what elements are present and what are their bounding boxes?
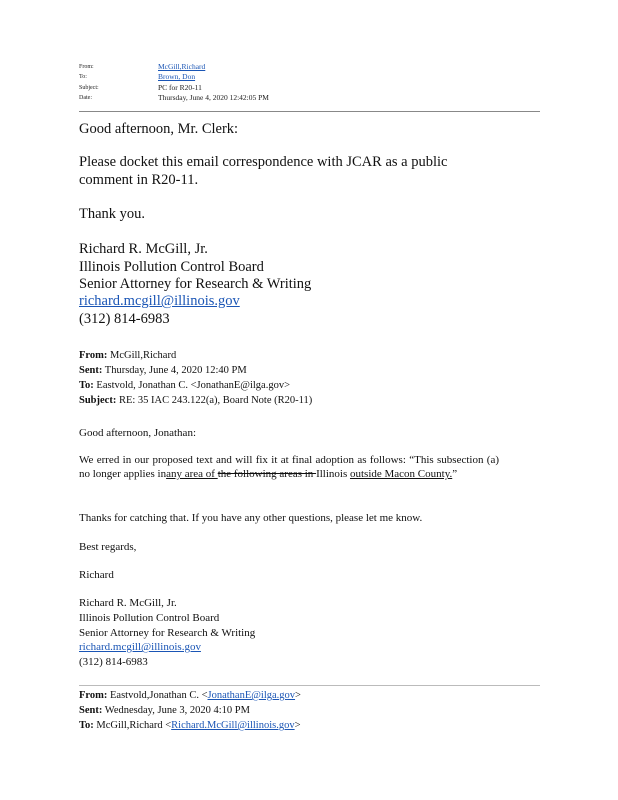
reply1-p1-text: We erred in our proposed text and will fix it at final adoption as follows: “This subsection (a) no longer applies in — [79, 454, 499, 480]
reply1-sig-email-link[interactable]: richard.mcgill@illinois.gov — [79, 641, 201, 653]
reply1-p1-insert2: outside Macon County. — [349, 468, 453, 480]
reply1-to-line — [79, 380, 290, 391]
main-sig-name: Richard R. McGill, Jr. — [79, 241, 208, 257]
reply1-paragraph — [79, 453, 499, 481]
reply2-to-name: McGill,Richard < — [96, 720, 172, 731]
reply2-sent-label: Sent: — [79, 705, 103, 716]
reply1-greeting: Good afternoon, Jonathan: — [79, 427, 196, 439]
reply2-sent-line — [79, 705, 250, 716]
reply1-subject-label: Subject: — [79, 395, 117, 406]
reply1-to-label: To: — [79, 380, 94, 391]
header-from-link[interactable]: McGill,Richard — [158, 62, 206, 71]
reply1-subject-line — [79, 395, 312, 406]
main-body-line2: comment in R20-11. — [79, 172, 199, 188]
reply1-regards: Best regards, — [79, 541, 137, 553]
reply1-subject-value: RE: 35 IAC 243.122(a), Board Note (R20-11) — [118, 395, 313, 406]
header-to-link[interactable]: Brown, Don — [158, 72, 196, 81]
reply1-signoff: Richard — [79, 569, 114, 581]
reply1-p1-insert1: any area of — [166, 468, 218, 480]
reply1-from-label: From: — [79, 350, 108, 361]
reply1-from-value: McGill,Richard — [110, 350, 177, 361]
reply2-sent-value: Wednesday, June 3, 2020 4:10 PM — [104, 705, 250, 716]
reply2-to-line — [79, 720, 301, 731]
reply-divider — [79, 685, 540, 686]
reply1-sent-value: Thursday, June 4, 2020 12:40 PM — [104, 365, 247, 376]
reply2-from-close: > — [295, 690, 301, 701]
reply1-p1-close: ” — [452, 468, 458, 480]
main-body-line1: Please docket this email correspondence with JCAR as a public — [79, 154, 448, 170]
main-sig-phone: (312) 814-6983 — [79, 311, 170, 327]
reply1-p1-text2: Illinois — [316, 468, 350, 480]
reply1-sent-line — [79, 365, 247, 376]
header-from-label: From: — [79, 64, 94, 70]
reply1-thanks: Thanks for catching that. If you have any other questions, please let me know. — [79, 512, 423, 524]
reply2-to-label: To: — [79, 720, 94, 731]
reply1-p1-deletion: the following areas in — [217, 468, 317, 480]
header-to-label: To: — [79, 74, 87, 80]
reply1-sig-name: Richard R. McGill, Jr. — [79, 597, 177, 609]
reply1-to-value: Eastvold, Jonathan C. <JonathanE@ilga.gov> — [96, 380, 290, 391]
reply1-sig-title: Senior Attorney for Research & Writing — [79, 627, 256, 639]
reply1-sig-phone: (312) 814-6983 — [79, 656, 148, 668]
main-greeting: Good afternoon, Mr. Clerk: — [79, 121, 239, 137]
main-thanks: Thank you. — [79, 206, 146, 222]
header-date-value: Thursday, June 4, 2020 12:42:05 PM — [158, 93, 269, 102]
reply2-to-close: > — [294, 720, 301, 731]
reply2-from-line — [79, 690, 301, 701]
header-date-label: Date: — [79, 95, 92, 101]
reply1-from-line — [79, 350, 176, 361]
reply2-from-email-link[interactable]: JonathanE@ilga.gov — [207, 690, 296, 701]
reply1-sent-label: Sent: — [79, 365, 103, 376]
reply2-from-label: From: — [79, 690, 108, 701]
header-subject-label: Subject: — [79, 85, 99, 91]
header-divider — [79, 111, 540, 112]
main-sig-org: Illinois Pollution Control Board — [79, 259, 264, 275]
main-sig-email-link[interactable]: richard.mcgill@illinois.gov — [79, 293, 240, 309]
reply2-to-email-link[interactable]: Richard.McGill@illinois.gov — [171, 720, 295, 731]
reply1-sig-org: Illinois Pollution Control Board — [79, 612, 220, 624]
header-subject-value: PC for R20-11 — [158, 83, 202, 92]
main-sig-title: Senior Attorney for Research & Writing — [79, 276, 312, 292]
reply2-from-name: Eastvold,Jonathan C. < — [110, 690, 208, 701]
